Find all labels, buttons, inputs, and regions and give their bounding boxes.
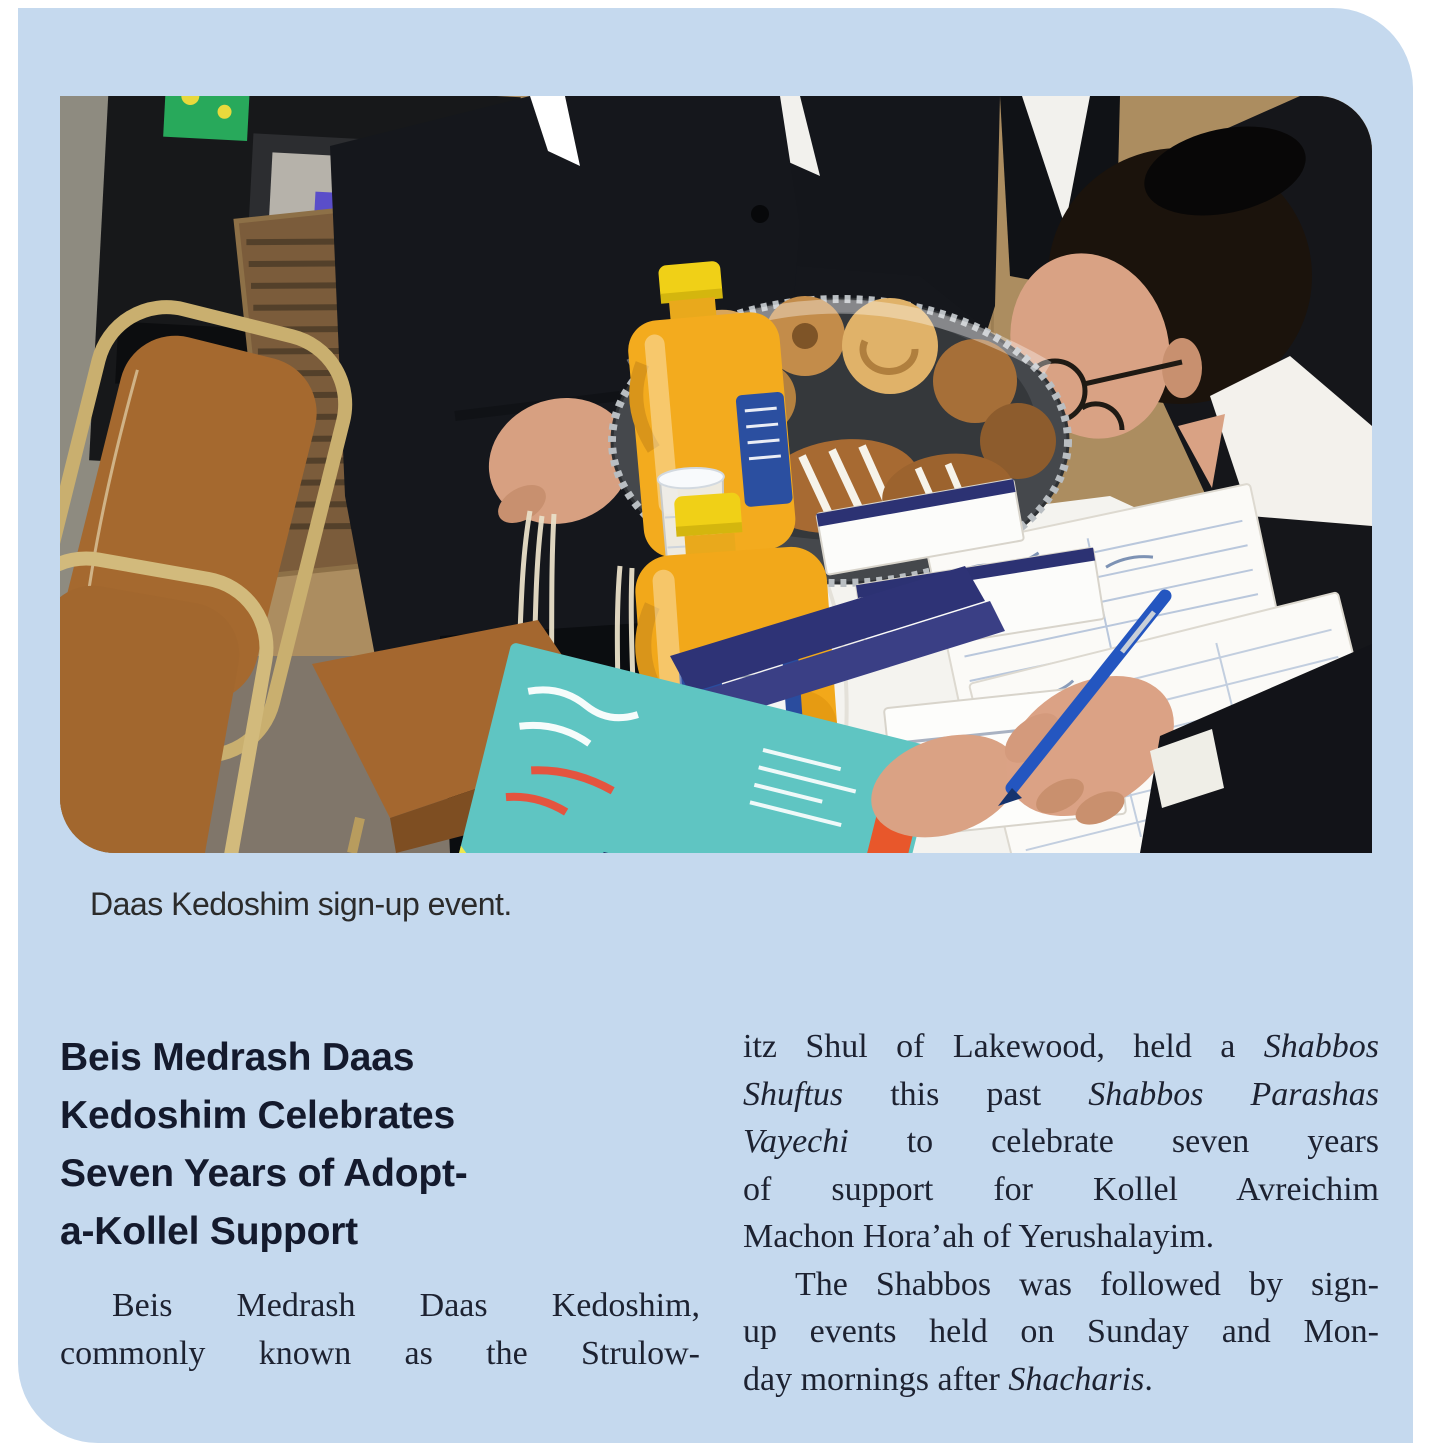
text-line: Beis Medrash Daas Kedoshim, [112,1287,700,1324]
text-line: up events held on Sunday and Mon- [743,1313,1379,1350]
article-column-left [60,1282,700,1377]
text-line: itz Shul of Lakewood, held a Shabbos [743,1028,1379,1065]
text-line: commonly known as the Strulow- [60,1334,700,1372]
text-line: Vayechi to celebrate seven years [743,1123,1379,1160]
photo-caption: Daas Kedoshim sign-up event. [90,886,512,922]
article-column-right [743,1023,1379,1403]
text-line: a-Kollel Support [60,1210,358,1254]
article-headline [60,1029,720,1261]
event-photo [60,96,1372,853]
text-line: Shuftus this past Shabbos Parashas [743,1075,1379,1113]
text-line: Kedoshim Celebrates [60,1094,455,1138]
text-line: Beis Medrash Daas [60,1036,415,1080]
text-line: The Shabbos was followed by sign- [795,1265,1379,1303]
text-line: day mornings after Shacharis. [743,1360,1153,1398]
article-card [18,8,1413,1443]
text-line: of support for Kollel Avreichim [743,1170,1379,1208]
event-photo-illustration [60,96,1372,853]
text-line: Seven Years of Adopt- [60,1152,468,1196]
text-line: Machon Hora’ah of Yerushalayim. [743,1218,1215,1255]
